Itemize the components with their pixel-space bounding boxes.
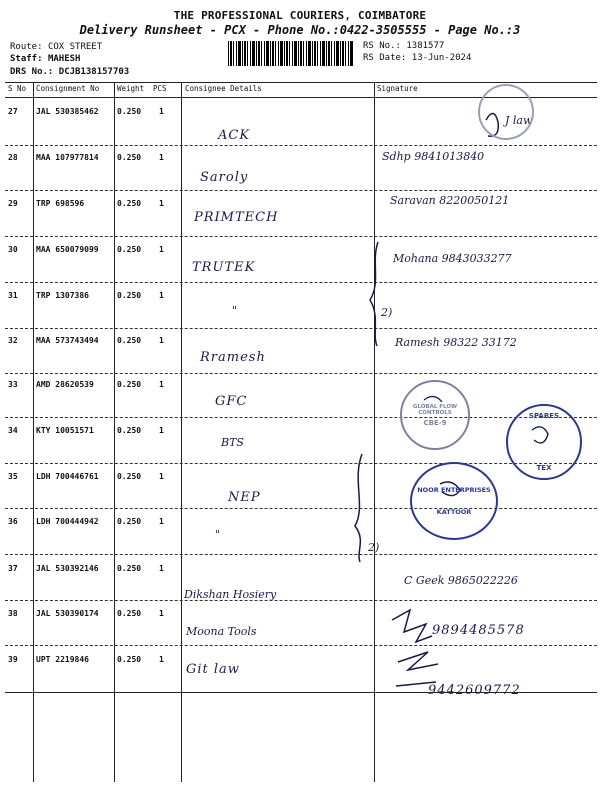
row-details-handwritten: Dikshan Hosiery [184,588,277,601]
row-weight: 0.250 [117,517,142,526]
col-header-weight: Weight [117,84,145,93]
row-pcs: 1 [159,380,164,389]
row-sno: 34 [8,426,18,435]
row-details-handwritten: Rramesh [200,350,266,365]
row-sno: 36 [8,517,18,526]
row-consignment: KTY 10051571 [36,426,94,435]
row-pcs: 1 [159,426,164,435]
stamp-text: GLOBAL FLOW CONTROLS [412,403,458,416]
col-header-sno: S No [8,84,27,93]
staff-value: MAHESH [47,54,81,64]
col-header-pcs: PCS [153,84,167,93]
row-details-handwritten: GFC [215,394,248,409]
row-signature-handwritten: J law [505,114,533,127]
faint-stamp [478,84,534,140]
row-weight: 0.250 [117,336,142,345]
stamp-sub-text: TEX [536,464,552,472]
row-details-handwritten: Saroly [200,170,249,185]
row-sno: 27 [8,107,18,116]
stamp-center-text: CBE-9 [423,418,447,427]
row-pcs: 1 [159,472,164,481]
row-pcs: 1 [159,245,164,254]
row-signature-handwritten: 9442609772 [428,683,521,698]
row-consignment: UPT 2219846 [36,655,89,664]
row-consignment: LDH 700444942 [36,517,99,526]
row-weight: 0.250 [117,245,142,254]
col-header-consignment: Consignment No [36,84,100,93]
row-pcs: 1 [159,517,164,526]
col-header-details: Consignee Details [185,84,262,93]
row-consignment: AMD 28620539 [36,380,94,389]
row-consignment: MAA 107977814 [36,153,99,162]
row-details-handwritten: " [232,304,238,317]
row-weight: 0.250 [117,564,142,573]
row-details-handwritten: TRUTEK [192,260,256,275]
col-header-signature: Signature [377,84,418,93]
row-details-handwritten: BTS [221,436,244,449]
row-sno: 29 [8,199,18,208]
row-details-handwritten: Git law [186,662,240,677]
row-weight: 0.250 [117,107,142,116]
row-weight: 0.250 [117,472,142,481]
row-consignment: JAL 530392146 [36,564,99,573]
drs-label: DRS No.: [10,67,54,77]
row-details-handwritten: ACK [218,128,251,143]
row-pcs: 1 [159,107,164,116]
row-pcs: 1 [159,153,164,162]
row-sno: 28 [8,153,18,162]
row-sno: 31 [8,291,18,300]
row-signature-handwritten: 9894485578 [432,623,525,638]
row-consignment: JAL 530390174 [36,609,99,618]
row-weight: 0.250 [117,291,142,300]
row-sno: 35 [8,472,18,481]
row-sno: 37 [8,564,18,573]
noor-enterprises-stamp [410,462,498,540]
global-flow-stamp [400,380,470,450]
row-details-handwritten: NEP [228,490,261,505]
runsheet-subtitle: Delivery Runsheet - PCX - Phone No.:0422-3505555 - Page No.:3 [79,23,521,37]
row-details-handwritten: PRIMTECH [194,210,279,225]
row-pcs: 1 [159,291,164,300]
row-weight: 0.250 [117,199,142,208]
row-signature-handwritten: Saravan 8220050121 [390,194,510,207]
route-value: COX STREET [47,42,103,52]
route-label: Route: [10,42,43,52]
row-weight: 0.250 [117,426,142,435]
row-consignment: MAA 650079099 [36,245,99,254]
rs-date-label: RS Date: [363,53,407,63]
row-sno: 38 [8,609,18,618]
row-consignment: TRP 1307386 [36,291,89,300]
rs-date-value: 13-Jun-2024 [411,53,472,63]
row-signature-handwritten: 2) [368,541,380,554]
stamp-text: NOOR ENTERPRISES [417,486,491,494]
spares-stamp [506,404,582,480]
row-pcs: 1 [159,609,164,618]
stamp-sub-text: KATTOOR [436,508,472,516]
row-sno: 30 [8,245,18,254]
row-details-handwritten: " [215,528,221,541]
row-weight: 0.250 [117,609,142,618]
row-consignment: JAL 530385462 [36,107,99,116]
row-consignment: MAA 573743494 [36,336,99,345]
company-title: THE PROFESSIONAL COURIERS, COIMBATORE [173,9,427,22]
row-pcs: 1 [159,336,164,345]
row-signature-handwritten: C Geek 9865022226 [404,574,518,587]
drs-value: DCJB138157703 [58,67,130,77]
row-pcs: 1 [159,564,164,573]
row-consignment: LDH 700446761 [36,472,99,481]
row-sno: 32 [8,336,18,345]
row-signature-handwritten: Mohana 9843033277 [393,252,512,265]
rs-no-value: 1381577 [406,41,445,51]
row-weight: 0.250 [117,153,142,162]
staff-label: Staff: [10,54,43,64]
stamp-text: SPARES [528,412,560,420]
row-signature-handwritten: Ramesh 98322 33172 [395,336,517,349]
row-pcs: 1 [159,655,164,664]
rs-no-label: RS No.: [363,41,401,51]
row-consignment: TRP 698596 [36,199,85,208]
row-signature-handwritten: 2) [381,306,393,319]
row-pcs: 1 [159,199,164,208]
row-signature-handwritten: Sdhp 9841013840 [382,150,485,163]
row-sno: 33 [8,380,18,389]
row-weight: 0.250 [117,655,142,664]
row-details-handwritten: Moona Tools [186,625,257,638]
row-sno: 39 [8,655,18,664]
row-weight: 0.250 [117,380,142,389]
